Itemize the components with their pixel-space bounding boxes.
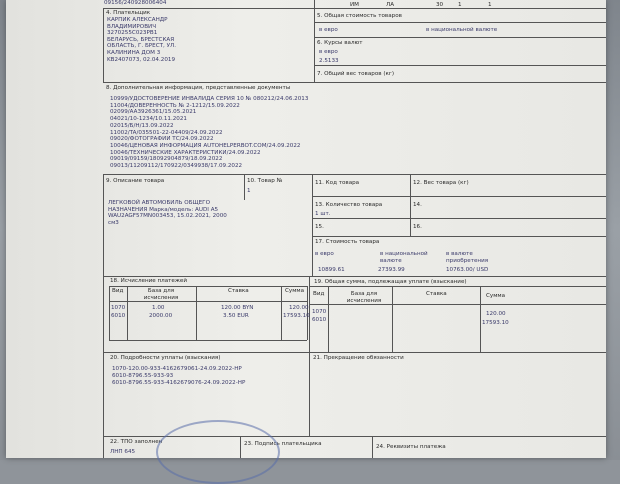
goods-weight-label: 12. Вес товара (кг) (413, 180, 469, 186)
payer-signature-label: 23. Подпись плательщика (244, 441, 322, 447)
due-header-sum: Сумма (486, 293, 506, 299)
description-line: см3 (108, 219, 119, 226)
goods-value-purchase-label: в валюте приобретения (446, 251, 489, 264)
payments-row2-rate: 3.50 EUR (223, 313, 249, 319)
field-16-label: 16. (413, 224, 422, 230)
payments-row2-sum: 17593.10 (283, 313, 310, 319)
payment-detail-line: 6010-8796.55-933-4162679076-24.09.2022-HP (112, 380, 246, 387)
field-14-label: 14. (413, 202, 422, 208)
total-weight-label: 7. Общий вес товаров (кг) (317, 71, 395, 77)
payer-line: ОБЛАСТЬ, Г. БРЕСТ, УЛ. (107, 43, 176, 50)
rule (109, 286, 110, 340)
rule (196, 286, 197, 340)
header-number: 09156/240928006404 (104, 0, 167, 6)
document-line: 04021/10-1234/10.11.2021 (110, 116, 187, 123)
document-line: 09013/11209112/170922/0349938/17.09.2022 (110, 163, 243, 170)
payments-row1-base: 1.00 (152, 305, 165, 311)
document-line: 11002/TA/035501-22-04409/24.09.2022 (110, 129, 223, 136)
payments-header-type: Вид (112, 288, 124, 294)
payments-row1-sum: 120.00 (289, 305, 309, 311)
document-line: 10999/УДОСТОВЕРЕНИЕ ИНВАЛИДА СЕРИЯ 10 № 080212/24.06.2013 (110, 96, 309, 102)
rule (312, 196, 606, 197)
obligation-end-label: 21. Прекращение обязанности (313, 355, 404, 361)
goods-description (108, 200, 227, 226)
rule (312, 218, 606, 219)
rule (309, 352, 310, 436)
item-number-value: 1 (247, 188, 251, 194)
rule (103, 174, 606, 175)
document-line: 09020/ФОТОГРАФИИ ТС/24.09.2022 (110, 136, 214, 143)
due-row2-sum: 17593.10 (482, 320, 509, 326)
payment-detail-line: 6010-8796.55-933-93 (112, 373, 174, 380)
rule (480, 286, 481, 352)
payer-info (107, 17, 176, 63)
rule (103, 8, 104, 82)
rule (314, 65, 606, 66)
rule (310, 286, 606, 287)
stamp-seal (156, 420, 280, 484)
description-line: ЛЕГКОВОЙ АВТОМОБИЛЬ ОБЩЕГО (108, 200, 210, 206)
goods-value-eur: 10899.61 (318, 267, 345, 273)
payer-line: КАРПИК АЛЕКСАНДР (107, 17, 168, 23)
due-row2-type: 6010 (312, 317, 327, 323)
rule (103, 174, 104, 458)
description-line: WAU2AGF57MN003453, 15.02.2021, 2000 (108, 213, 227, 220)
payment-details (112, 366, 245, 388)
rule (372, 436, 373, 458)
payment-details-label: 20. Подробности уплаты (взыскания) (110, 355, 221, 361)
rule (281, 286, 282, 340)
rates-eur: в евро (319, 49, 338, 55)
total-value-national: в национальной валюте (426, 27, 498, 33)
rule (314, 22, 606, 23)
rates-value: 2.5133 (319, 58, 339, 64)
rule (109, 340, 307, 341)
payer-line: KB2407073, 02.04.2019 (107, 56, 176, 63)
rule (244, 174, 245, 200)
total-due-label: 19. Общая сумма, подлежащая уплате (взыскание) (314, 279, 467, 285)
customs-payment-form (6, 0, 606, 458)
description-line: НАЗНАЧЕНИЯ Марка/модель: AUDI A5 (108, 206, 219, 213)
payment-details-req-label: 24. Реквизиты платежа (376, 444, 446, 450)
due-header-type: Вид (313, 291, 325, 297)
quantity-label: 13. Количество товара (315, 202, 383, 208)
goods-description-label: 9. Описание товара (106, 178, 165, 184)
filled-by-value: ЛНП 645 (110, 449, 136, 455)
due-header-rate: Ставка (426, 291, 447, 297)
filled-by-label: 22. ТПО заполнен (110, 439, 163, 445)
goods-code-label: 11. Код товара (315, 180, 360, 186)
goods-value-eur-label: в евро (315, 251, 334, 257)
due-row1-type: 1070 (312, 309, 327, 315)
due-header-base: База для исчисления (346, 291, 382, 304)
field-15-label: 15. (315, 224, 324, 230)
goods-value-purchase: 10763.00/ USD (446, 267, 489, 273)
total-value-eur: в евро (319, 27, 338, 33)
payer-line: БЕЛАРУСЬ, БРЕСТСКАЯ (107, 36, 175, 43)
documents-list (110, 96, 308, 170)
rule (314, 0, 315, 82)
header-1a: 1 (458, 2, 462, 8)
goods-value-national-label: в национальной валюте (380, 251, 428, 264)
rule (103, 276, 606, 277)
payer-label: 4. Плательщик (106, 10, 151, 16)
document-line: 02099/AA3926361/15.05.2021 (110, 109, 197, 116)
goods-value-national: 27393.99 (378, 267, 405, 273)
header-la: ЛА (386, 2, 395, 8)
rule (392, 286, 393, 352)
payment-detail-line: 1070-120.00-933-4162679061-24.09.2022-HP (112, 366, 242, 372)
header-im: ИМ (350, 2, 360, 8)
rule (328, 286, 329, 352)
document-line: 10046/ТЕХНИЧЕСКИЕ ХАРАКТЕРИСТИКИ/24.09.2022 (110, 149, 261, 156)
payments-calc-label: 18. Исчисление платежей (110, 278, 187, 284)
due-row1-sum: 120.00 (486, 311, 506, 317)
payments-header-rate: Ставка (228, 288, 249, 294)
document-line: 09019/09159/18092904879/18.09.2022 (110, 156, 223, 163)
payments-row2-base: 2000.00 (149, 313, 173, 319)
payments-row2-type: 6010 (111, 313, 126, 319)
document-line: 02015/Б/Н/13.09.2022 (110, 122, 174, 129)
item-number-label: 10. Товар № (247, 178, 283, 184)
quantity-value: 1 шт. (315, 211, 331, 217)
header-30: 30 (436, 2, 444, 8)
goods-value-label: 17. Стоимость товара (315, 239, 380, 245)
payments-row1-type: 1070 (111, 305, 126, 311)
rule (103, 82, 606, 83)
rule (127, 286, 128, 340)
payments-header-sum: Сумма (285, 288, 305, 294)
total-value-label: 5. Общая стоимость товаров (317, 13, 402, 19)
payer-line: ВЛАДИМИРОВИЧ (107, 23, 157, 30)
rule (314, 37, 606, 38)
rule (312, 174, 313, 276)
additional-info-label: 8. Дополнительная информация, представленные документы (106, 85, 291, 91)
rule (109, 286, 307, 287)
payer-line: 3270255C023PB1 (107, 30, 158, 37)
rule (103, 352, 606, 353)
payments-row1-rate: 120.00 BYN (221, 305, 254, 311)
payer-line: КАЛИНИНА ДОМ 3 (107, 49, 161, 56)
document-line: 11004/ДОВЕРЕННОСТЬ № 2-1212/15.09.2022 (110, 102, 240, 109)
document-line: 10046/ЦЕНОВАЯ ИНФОРМАЦИЯ AUTOHELPERBOT.COM/24.09.2022 (110, 142, 301, 149)
payments-header-base: База для исчисления (143, 288, 179, 301)
rates-label: 6. Курсы валют (317, 40, 363, 46)
rule (312, 236, 606, 237)
header-1b: 1 (488, 2, 492, 8)
rule (410, 174, 411, 236)
